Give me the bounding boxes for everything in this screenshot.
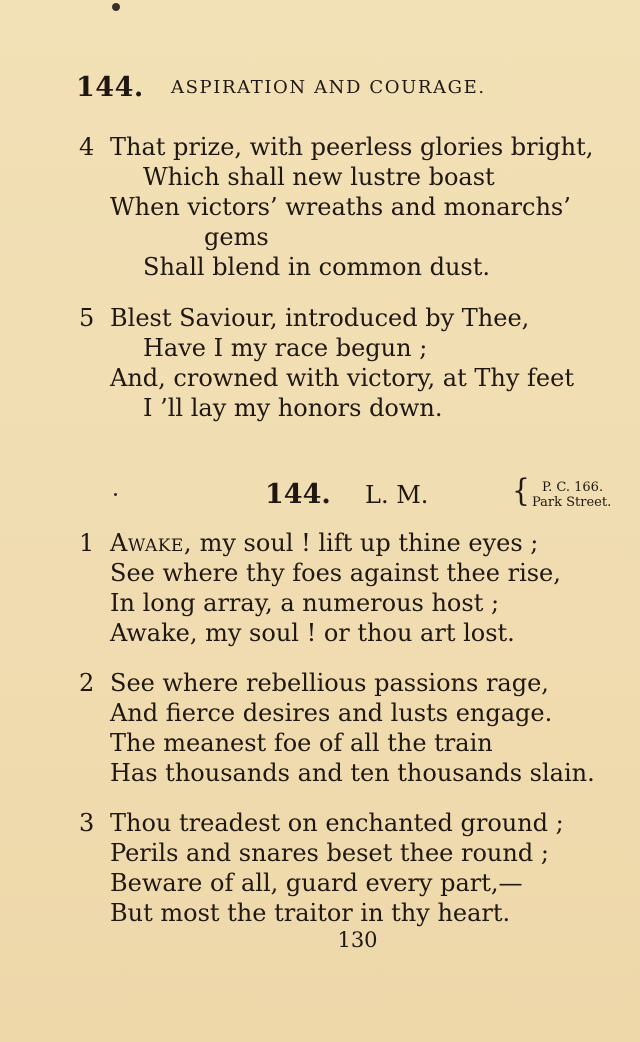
- verse-line: See where rebellious passions rage,: [110, 669, 549, 697]
- verse-line: Shall blend in common dust.: [143, 253, 490, 281]
- verse-line: Perils and snares beset thee round ;: [110, 839, 549, 867]
- stanza-number: 5: [79, 304, 95, 332]
- verse-line-turnover: gems: [204, 223, 269, 251]
- running-head-title: ASPIRATION AND COURAGE.: [171, 77, 486, 98]
- verse-line: Blest Saviour, introduced by Thee,: [110, 304, 530, 332]
- verse-line: Beware of all, guard every part,—: [110, 869, 523, 897]
- stanza-number: 1: [79, 529, 95, 557]
- verse-line: The meanest foe of all the train: [110, 729, 493, 757]
- running-head-number: 144.: [76, 72, 144, 103]
- verse-line: Have I my race begun ;: [143, 334, 428, 362]
- hymn-number: 144.: [265, 479, 331, 510]
- verse-line: Thou treadest on enchanted ground ;: [110, 809, 564, 837]
- verse-line: And fierce desires and lusts engage.: [110, 699, 553, 727]
- stanza-number: 4: [79, 133, 95, 161]
- verse-line: But most the traitor in thy heart.: [110, 899, 511, 927]
- verse-line: When victors’ wreaths and monarchs’: [110, 193, 571, 221]
- verse-line: Which shall new lustre boast: [143, 163, 495, 191]
- verse-line: That prize, with peerless glories bright,: [110, 133, 594, 161]
- hymn-meter: L. M.: [365, 481, 429, 509]
- running-head: [76, 72, 546, 106]
- tune-name: Park Street.: [532, 495, 612, 510]
- stanza-number: 2: [79, 669, 95, 697]
- verse-line: Has thousands and ten thousands slain.: [110, 759, 595, 787]
- verse-line: Awake, my soul ! or thou art lost.: [110, 619, 515, 647]
- first-word: Awake,: [110, 529, 192, 557]
- tune-reference: [532, 480, 611, 510]
- ink-dot: [112, 3, 120, 11]
- tune-ref: P. C. 166.: [542, 480, 604, 495]
- verse-line-rest: my soul ! lift up thine eyes ;: [191, 529, 539, 557]
- verse-line: I ’ll lay my honors down.: [143, 394, 443, 422]
- verse-line: In long array, a numerous host ;: [110, 589, 500, 617]
- page-number: 130: [337, 928, 378, 952]
- verse-line: And, crowned with victory, at Thy feet: [110, 364, 574, 392]
- hymn-heading: [0, 472, 640, 517]
- brace: {: [512, 472, 530, 509]
- verse-line: See where thy foes against thee rise,: [110, 559, 561, 587]
- verse-line: [110, 528, 538, 558]
- stanza-number: 3: [79, 809, 95, 837]
- ink-dot: [114, 493, 117, 496]
